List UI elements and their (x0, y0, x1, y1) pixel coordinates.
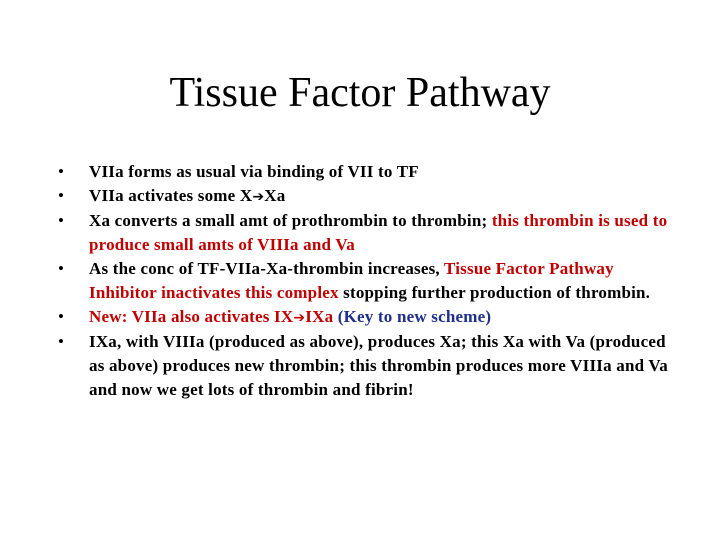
bullet-list (58, 160, 678, 402)
bullet-text: stopping further production of thrombin. (338, 283, 651, 302)
bullet-dot-icon: • (58, 332, 65, 351)
right-arrow-icon: ➔ (293, 310, 306, 326)
bullet-dot-icon: • (58, 162, 65, 181)
bullet-text: VIIa activates some X (89, 186, 253, 205)
bullet-item (58, 209, 678, 257)
highlight-text: IXa (305, 307, 334, 326)
key-note-text: (Key to new scheme) (333, 307, 492, 326)
bullet-text: Xa converts a small amt of prothrombin to thrombin; (89, 211, 492, 230)
highlight-text: this thrombin is used to produce small amts of VIIIa and Va (89, 211, 668, 254)
bullet-item (58, 305, 678, 330)
bullet-item (58, 160, 678, 184)
right-arrow-icon: ➔ (252, 189, 265, 205)
highlight-text: New: VIIa also activates IX (89, 307, 294, 326)
slide-title: Tissue Factor Pathway (169, 70, 551, 116)
bullet-item (58, 330, 678, 402)
bullet-dot-icon: • (58, 186, 65, 205)
bullet-text: VIIa forms as usual via binding of VII to TF (89, 162, 419, 181)
bullet-text: Xa (264, 186, 286, 205)
bullet-text: As the conc of TF-VIIa-Xa-thrombin increases, (89, 259, 445, 278)
bullet-text: IXa, with VIIIa (produced as above), produces Xa; this Xa with Va (produced as above) produces new thrombin; this thrombin produces more VIIIa and Va and now we get lots of thrombin and fibrin! (89, 332, 669, 399)
bullet-item (58, 184, 678, 209)
bullet-dot-icon: • (58, 307, 65, 326)
highlight-text: Tissue Factor Pathway Inhibitor inactivates this complex (89, 259, 614, 302)
bullet-dot-icon: • (58, 259, 65, 278)
bullet-item (58, 257, 678, 305)
bullet-dot-icon: • (58, 211, 65, 230)
